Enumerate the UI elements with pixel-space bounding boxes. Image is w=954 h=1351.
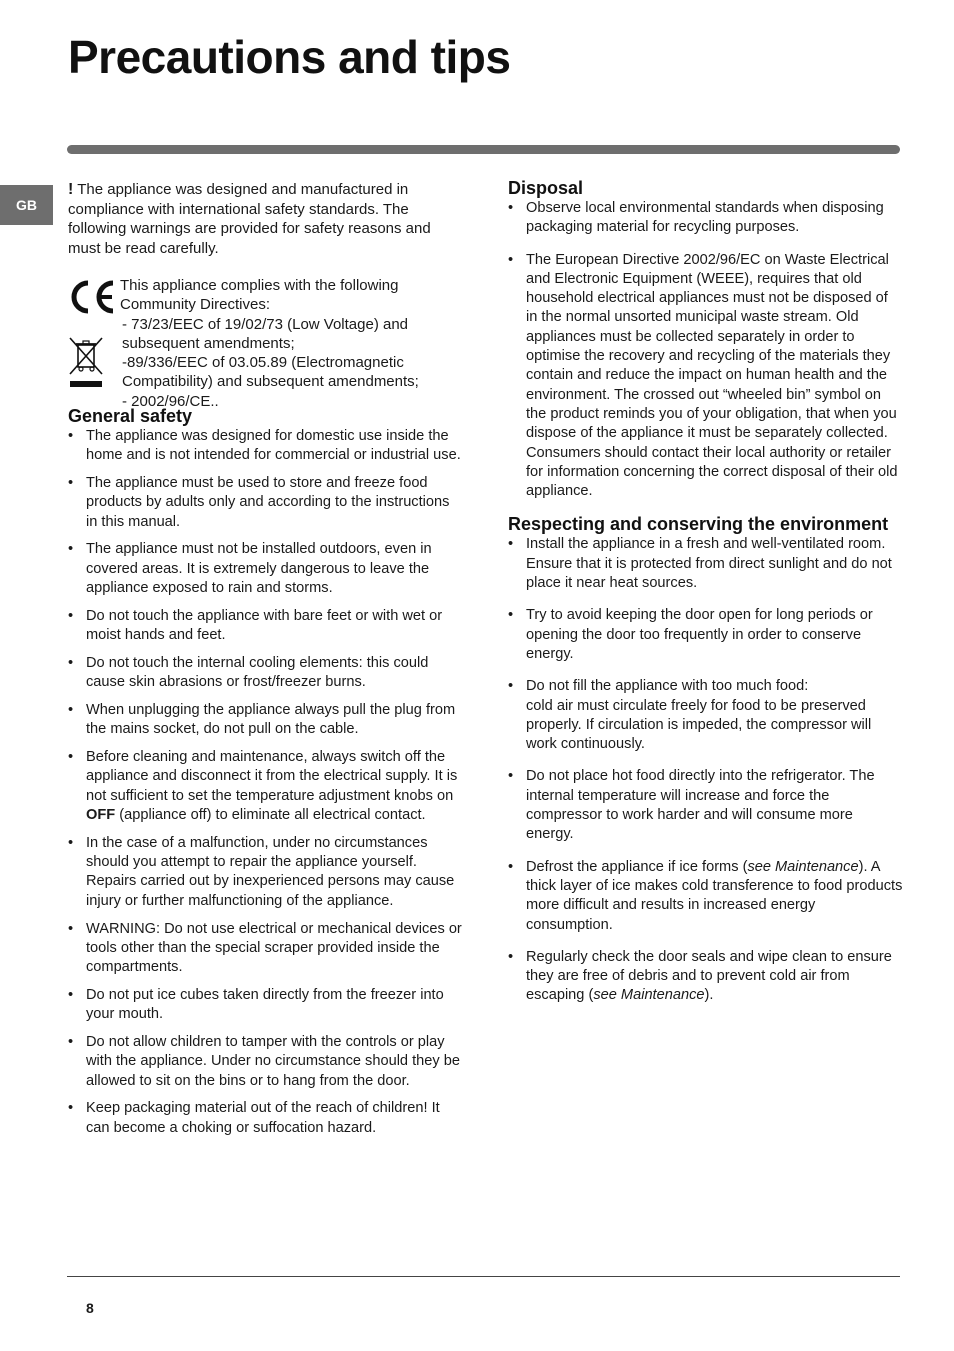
- defrost-text-after: ). A thick layer of ice makes cold transference to food products more difficult and results in increased energy consumption.: [526, 858, 903, 933]
- footer-divider: [67, 1276, 900, 1277]
- list-item: • The appliance must not be installed outdoors, even in covered areas. It is extremely dangerous to leave the appliance exposed to rain and storms.: [68, 540, 463, 598]
- list-item: • Do not allow children to tamper with the controls or play with the appliance. Under no circumstance should they be allowed to sit on the bins or to hang from the door.: [68, 1033, 463, 1091]
- disposal-list: [508, 199, 903, 501]
- intro-text: The appliance was designed and manufactured in compliance with international safety standards. The following warnings are provided for safety reasons and must be read carefully.: [68, 181, 431, 257]
- cleaning-text-after: (appliance off) to eliminate all electrical contact.: [115, 807, 426, 824]
- seals-text-after: ).: [704, 987, 714, 1004]
- environment-list: [508, 535, 903, 1005]
- environment-heading: Respecting and conserving the environment: [508, 514, 889, 535]
- general-safety-list: [68, 427, 463, 1138]
- list-item: • Observe local environmental standards when disposing packaging material for recycling purposes.: [508, 199, 903, 238]
- language-tab: GB: [0, 185, 53, 225]
- directive-line: - 73/23/EEC of 19/02/73 (Low Voltage) and: [122, 315, 409, 333]
- off-label: OFF: [86, 807, 116, 824]
- see-maintenance-ref: see Maintenance: [593, 987, 705, 1004]
- defrost-text-before: Defrost the appliance if ice forms (: [526, 858, 748, 875]
- intro-warning: [68, 180, 463, 258]
- list-item: • Do not touch the internal cooling elements: this could cause skin abrasions or frost/freezer burns.: [68, 654, 463, 693]
- page-number: 8: [86, 1300, 94, 1316]
- see-maintenance-ref: see Maintenance: [747, 858, 859, 875]
- left-column: [68, 180, 463, 1147]
- directive-line: Community Directives:: [120, 296, 271, 314]
- list-item: [508, 858, 903, 935]
- overfill-line-2: cold air must circulate freely for food to be preserved properly. If circulation is impeded, the compressor will work continuously.: [526, 697, 872, 753]
- warning-mark: !: [68, 181, 74, 198]
- list-item: • Do not place hot food directly into the refrigerator. The internal temperature will increase and force the compressor to work harder and will consume more energy.: [508, 767, 903, 844]
- list-item: • When unplugging the appliance always pull the plug from the mains socket, do not pull on the cable.: [68, 701, 463, 740]
- list-item: • WARNING: Do not use electrical or mechanical devices or tools other than the special scraper provided inside the compartments.: [68, 920, 463, 978]
- directive-line: -89/336/EEC of 03.05.89 (Electromagnetic: [122, 354, 404, 372]
- list-item: • Do not put ice cubes taken directly from the freezer into your mouth.: [68, 986, 463, 1025]
- list-item: • In the case of a malfunction, under no circumstances should you attempt to repair the appliance yourself. Repairs carried out by inexperienced persons may cause injury or further malfunctioning of the appliance.: [68, 834, 463, 911]
- seals-text-before: Regularly check the door seals and wipe clean to ensure they are free of debris and to prevent cold air from escaping (: [526, 948, 892, 1004]
- directive-line: - 2002/96/CE..: [122, 392, 219, 410]
- list-item: [508, 948, 903, 1006]
- list-item: • Try to avoid keeping the door open for long periods or opening the door too frequently in order to conserve energy.: [508, 606, 903, 664]
- title-divider: [67, 145, 900, 154]
- cleaning-text-before: Before cleaning and maintenance, always switch off the appliance and disconnect it from the electrical supply. It is not sufficient to set the temperature adjustment knobs on: [86, 749, 458, 804]
- list-item: • The appliance was designed for domestic use inside the home and is not intended for commercial or industrial use.: [68, 427, 463, 466]
- directive-line: subsequent amendments;: [122, 334, 295, 352]
- directive-line: Compatibility) and subsequent amendments;: [122, 373, 419, 391]
- directives-block: [68, 276, 463, 410]
- list-item: • The European Directive 2002/96/EC on Waste Electrical and Electronic Equipment (WEEE), requires that old household electrical appliances must not be disposed of in the normal unsorted municipal waste stream. Old appliances must be collected separately in order to optimise the recovery and recycling of the materials they contain and reduce the impact on human health and the environment. The crossed out “wheeled bin” symbol on the product reminds you of your obligation, that when you dispose of the appliance it must be separately collected. Consumers should contact their local authority or retailer for information concerning the correct disposal of their old appliance.: [508, 251, 903, 502]
- disposal-heading: Disposal: [508, 178, 584, 198]
- directives-text: [120, 276, 465, 411]
- ce-mark-icon: [68, 278, 118, 316]
- page-title: Precautions and tips: [68, 31, 511, 83]
- general-safety-heading: General safety: [68, 406, 193, 426]
- list-item: [508, 677, 903, 754]
- overfill-line-1: Do not fill the appliance with too much food:: [526, 678, 809, 695]
- list-item: • The appliance must be used to store and freeze food products by adults only and according to the instructions in this manual.: [68, 474, 463, 532]
- right-column: [508, 178, 903, 1019]
- list-item: • Keep packaging material out of the reach of children! It can become a choking or suffocation hazard.: [68, 1099, 463, 1138]
- list-item: • Do not touch the appliance with bare feet or with wet or moist hands and feet.: [68, 607, 463, 646]
- crossed-wheeled-bin-icon: [68, 336, 104, 388]
- list-item: • Install the appliance in a fresh and well-ventilated room. Ensure that it is protected from direct sunlight and do not place it near heat sources.: [508, 535, 903, 593]
- list-item: [68, 748, 463, 825]
- directive-line: This appliance complies with the following: [120, 277, 399, 294]
